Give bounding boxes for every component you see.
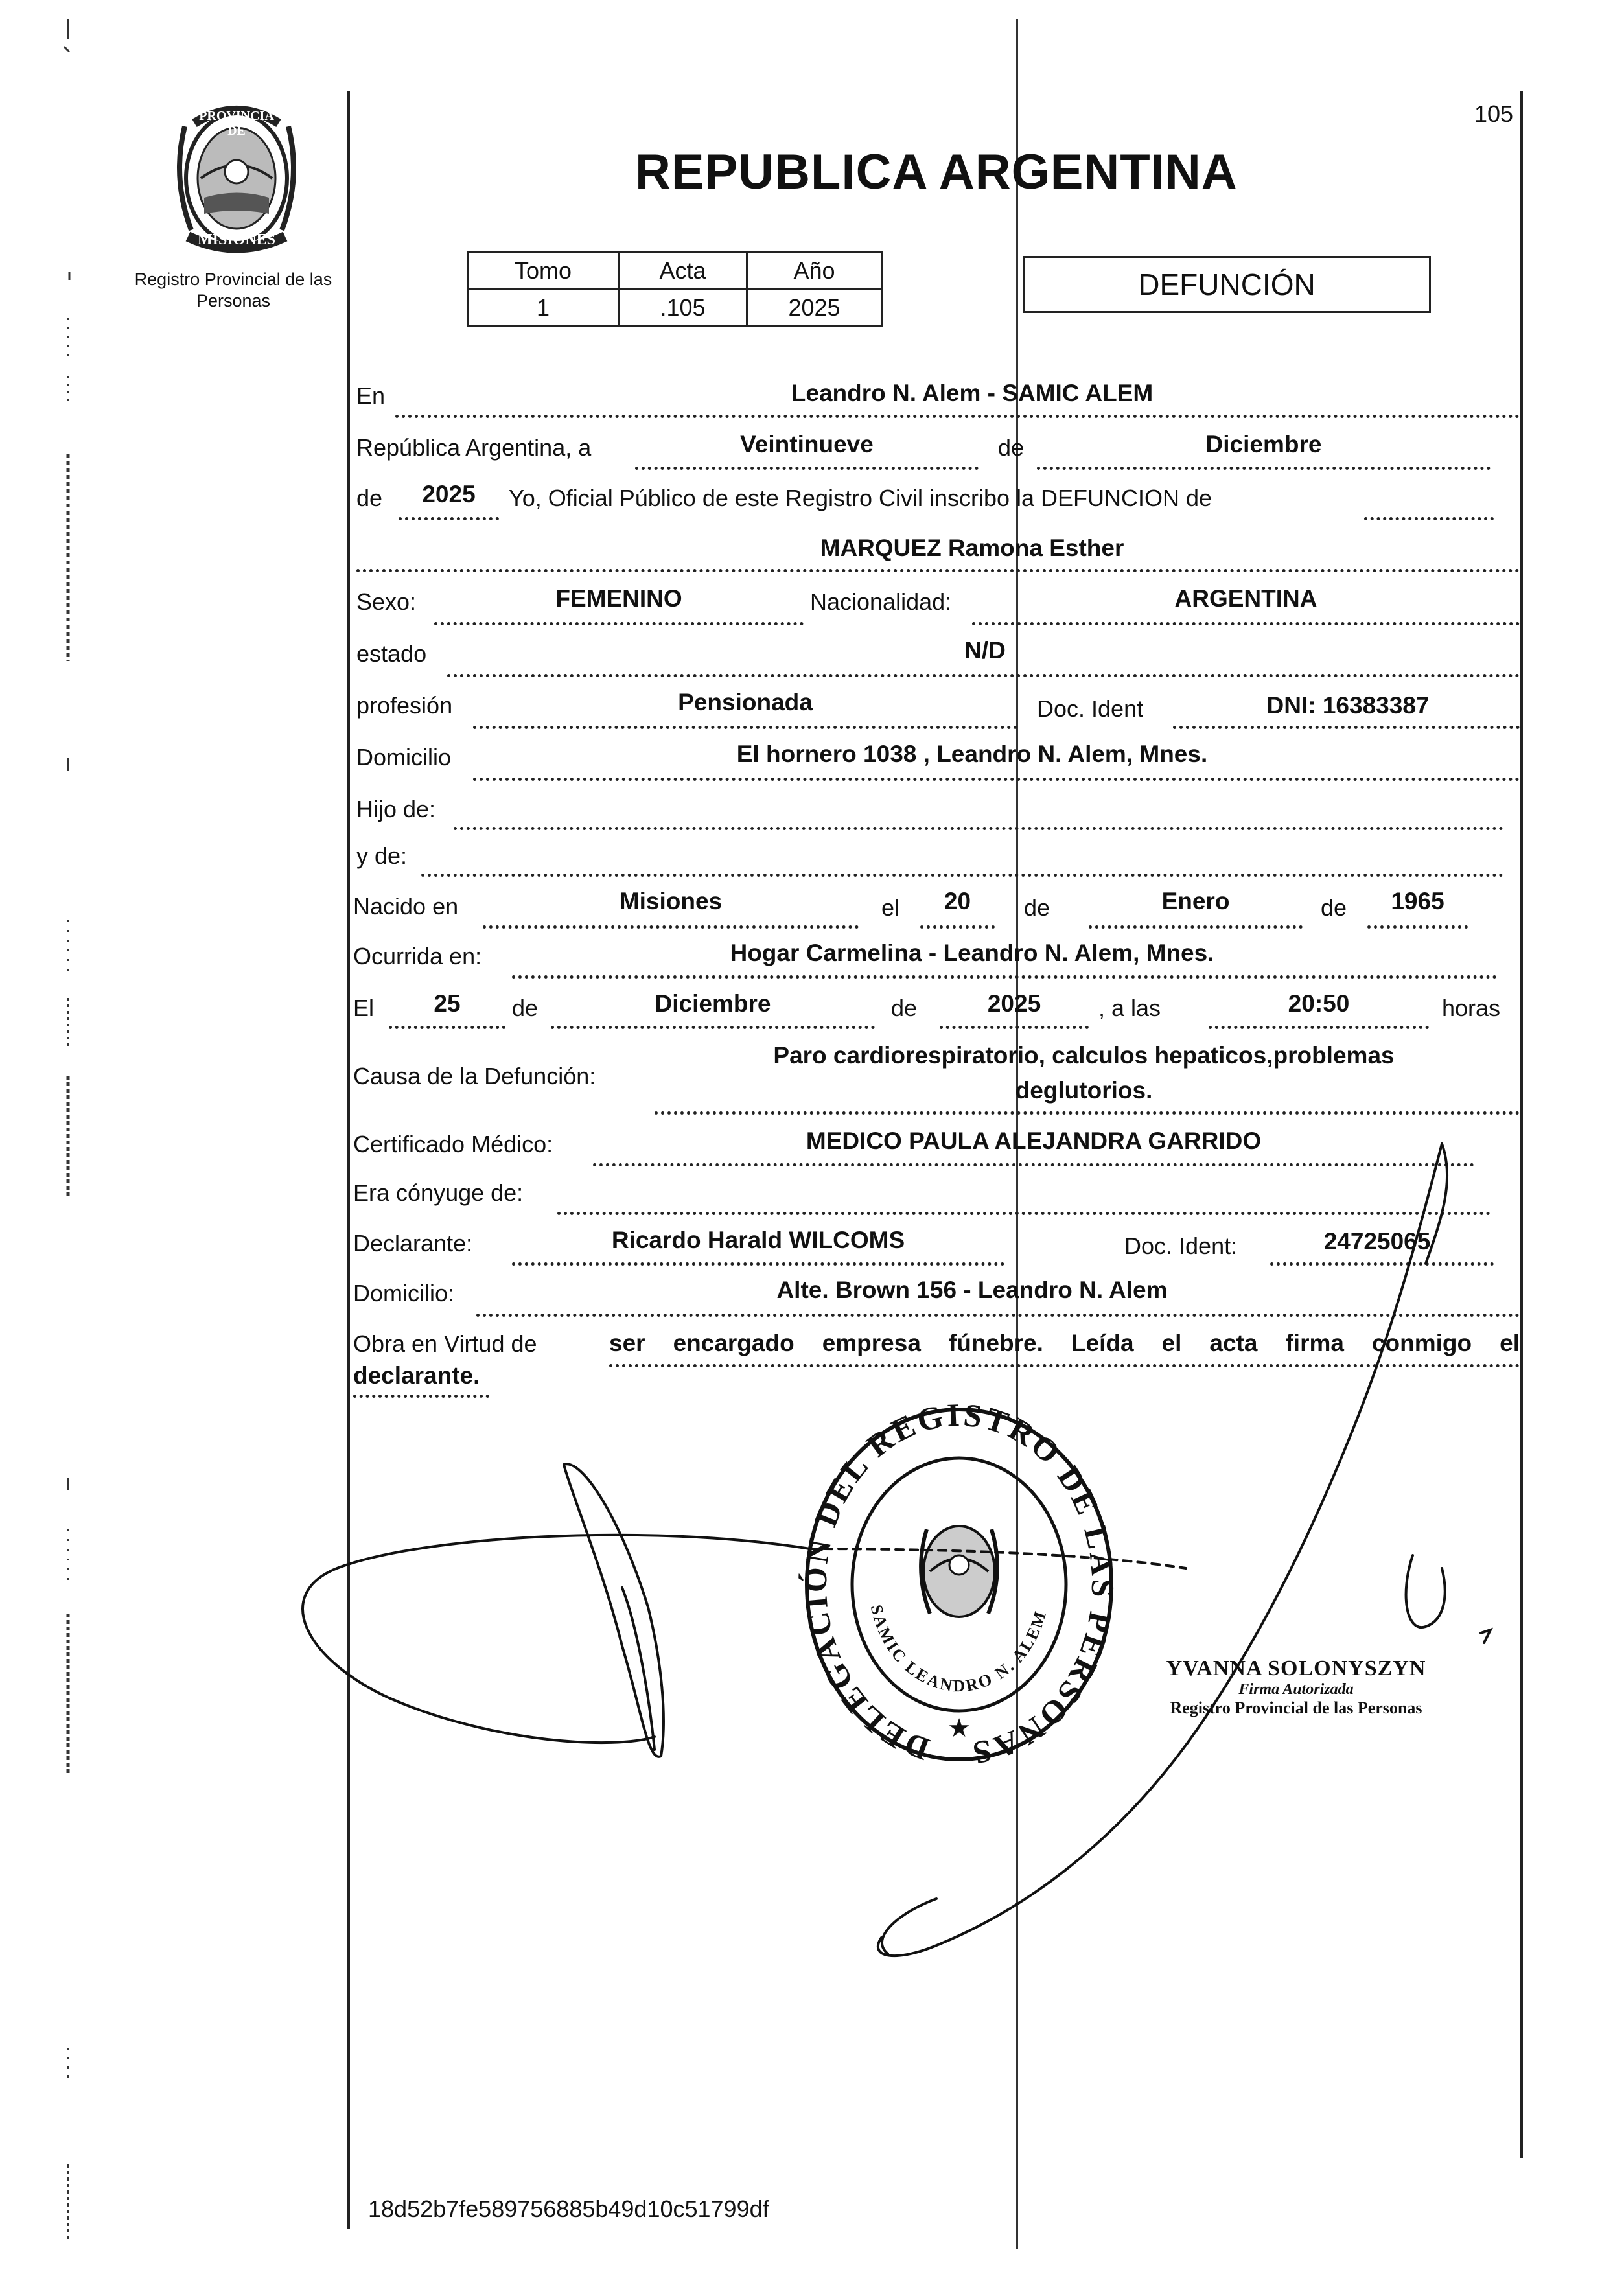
- dotline-doc: [1173, 726, 1520, 729]
- acta-value: .105: [619, 290, 747, 327]
- emblem-text-bottom: MISIONES: [197, 231, 276, 248]
- label-hijo-de: Hijo de:: [356, 796, 436, 822]
- label-certificado: Certificado Médico:: [353, 1131, 553, 1157]
- dotline-month: [1037, 467, 1491, 470]
- tomo-value: 1: [468, 290, 619, 327]
- dotline-yo-end: [1364, 517, 1494, 520]
- day-words-value: Veintinueve: [740, 431, 874, 458]
- dotline-mother: [421, 874, 1503, 877]
- nationality-value: ARGENTINA: [1174, 585, 1317, 612]
- label-ocurrida-en: Ocurrida en:: [353, 943, 482, 969]
- label-y-de: y de:: [356, 842, 408, 869]
- label-causa: Causa de la Defunción:: [353, 1063, 596, 1089]
- civil-status-value: N/D: [964, 637, 1006, 664]
- label-El: El: [353, 995, 375, 1021]
- label-nacionalidad: Nacionalidad:: [810, 588, 952, 615]
- clerk-stamp: [1141, 1656, 1452, 1718]
- declarant-value: Ricardo Harald WILCOMS: [611, 1227, 905, 1253]
- label-doc-ident: Doc. Ident: [1037, 695, 1144, 722]
- profession-value: Pensionada: [678, 689, 813, 715]
- document-title: REPUBLICA ARGENTINA: [635, 145, 1238, 200]
- clerk-office: Registro Provincial de las Personas: [1170, 1698, 1422, 1717]
- birth-day-value: 20: [944, 888, 971, 914]
- emblem-text-top: PROVINCIA DE: [199, 109, 274, 138]
- birth-place-value: Misiones: [619, 888, 723, 914]
- seal-star-icon: ★: [947, 1714, 971, 1743]
- left-border-line: [347, 91, 350, 2229]
- label-de-2: de: [356, 485, 383, 511]
- label-conyuge: Era cónyuge de:: [353, 1179, 524, 1206]
- sex-value: FEMENINO: [555, 585, 682, 612]
- label-doc-ident-2: Doc. Ident:: [1124, 1233, 1238, 1259]
- scan-margin-marks: [55, 13, 81, 2255]
- label-a-las: , a las: [1098, 995, 1161, 1021]
- dotline-deceased: [356, 569, 1520, 572]
- seal-emblem-icon: [921, 1526, 997, 1617]
- place-value: Leandro N. Alem - SAMIC ALEM: [791, 380, 1154, 406]
- dotline-year: [399, 517, 499, 520]
- deceased-name: MARQUEZ Ramona Esther: [820, 535, 1124, 561]
- dotline-death-month: [551, 1026, 875, 1029]
- dotline-cause: [655, 1111, 1520, 1115]
- month-value: Diciembre: [1205, 431, 1322, 458]
- dotline-nationality: [972, 622, 1520, 625]
- registry-seal: [797, 1400, 1121, 1763]
- right-border-line: [1520, 91, 1523, 2158]
- seal-inner-text: SAMIC LEANDRO N. ALEM: [866, 1603, 1050, 1696]
- dotline-death-day: [389, 1026, 505, 1029]
- certificate-value: MEDICO PAULA ALEJANDRA GARRIDO: [806, 1128, 1262, 1154]
- dotline-virtue-2: [353, 1395, 489, 1398]
- address-value: El hornero 1038 , Leandro N. Alem, Mnes.: [736, 741, 1208, 767]
- seal-outer-text: DELEGACIÓN DEL REGISTRO DE LAS PERSONAS: [797, 1400, 1121, 1763]
- dotline-profession: [473, 726, 1017, 729]
- label-en: En: [356, 382, 386, 409]
- dotline-birth-month: [1089, 925, 1303, 929]
- death-day-value: 25: [434, 990, 461, 1017]
- dotline-place: [395, 415, 1520, 418]
- birth-month-value: Enero: [1161, 888, 1230, 914]
- dotline-virtue: [609, 1364, 1520, 1367]
- dotline-father: [454, 827, 1503, 830]
- registry-name: Registro Provincial de las Personas: [134, 270, 332, 310]
- clerk-role: Firma Autorizada: [1238, 1681, 1354, 1698]
- dotline-death-year: [940, 1026, 1089, 1029]
- label-de-4: de: [1321, 894, 1347, 921]
- label-de-6: de: [891, 995, 918, 1021]
- clerk-name: YVANNA SOLONYSZYN: [1166, 1656, 1426, 1680]
- dotline-sex: [434, 622, 804, 625]
- dotline-birth-day: [920, 925, 995, 929]
- label-de-5: de: [512, 995, 539, 1021]
- dotline-spouse: [557, 1212, 1491, 1215]
- cause-line-2: deglutorios.: [1015, 1077, 1153, 1104]
- label-domicilio: Domicilio: [356, 744, 452, 771]
- label-sexo: Sexo:: [356, 588, 417, 615]
- label-obra: Obra en Virtud de: [353, 1330, 537, 1357]
- cause-line-1: Paro cardiorespiratorio, calculos hepaticos,problemas: [773, 1042, 1395, 1069]
- label-horas: horas: [1442, 995, 1501, 1021]
- label-domicilio-2: Domicilio:: [353, 1280, 455, 1306]
- label-de-1: de: [998, 434, 1025, 461]
- birth-year-value: 1965: [1391, 888, 1444, 914]
- year-value: 2025: [422, 481, 476, 507]
- label-profesion: profesión: [356, 692, 453, 719]
- tomo-header: Tomo: [468, 253, 619, 290]
- record-type-box: DEFUNCIÓN: [1023, 256, 1431, 313]
- dotline-declarant: [512, 1262, 1004, 1266]
- death-time-value: 20:50: [1288, 990, 1350, 1017]
- dotline-estado: [447, 674, 1520, 677]
- dotline-certificate: [593, 1163, 1474, 1166]
- dotline-death-time: [1209, 1026, 1429, 1029]
- death-year-value: 2025: [987, 990, 1041, 1017]
- label-republica: República Argentina, a: [356, 434, 592, 461]
- label-el: el: [881, 894, 900, 921]
- declarant-doc-value: 24725065: [1323, 1228, 1431, 1255]
- label-de-3: de: [1024, 894, 1050, 921]
- book-reference-table: [467, 251, 883, 327]
- label-estado: estado: [356, 640, 427, 667]
- doc-id-value: DNI: 16383387: [1266, 692, 1430, 719]
- virtue-line-1: ser encargado empresa fúnebre. Leída el acta firma conmigo el: [609, 1330, 1520, 1356]
- dotline-address: [473, 778, 1520, 781]
- acta-header: Acta: [619, 253, 747, 290]
- death-month-value: Diciembre: [655, 990, 771, 1017]
- dotline-death-place: [512, 975, 1497, 979]
- label-yo-oficial: Yo, Oficial Público de este Registro Civil inscribo la DEFUNCION de: [509, 485, 1212, 511]
- dotline-declarant-doc: [1270, 1262, 1494, 1266]
- virtue-line-2: declarante.: [353, 1362, 480, 1389]
- page-number: 105: [1474, 100, 1514, 127]
- anio-value: 2025: [747, 290, 882, 327]
- document-hash: 18d52b7fe589756885b49d10c51799df: [368, 2196, 769, 2222]
- death-place-value: Hogar Carmelina - Leandro N. Alem, Mnes.: [730, 940, 1214, 966]
- label-nacido-en: Nacido en: [353, 893, 459, 920]
- dotline-birth-year: [1367, 925, 1468, 929]
- dotline-declarant-address: [476, 1314, 1520, 1317]
- label-declarante: Declarante:: [353, 1230, 473, 1257]
- anio-header: Año: [747, 253, 882, 290]
- dotline-birthplace: [483, 925, 859, 929]
- declarant-address-value: Alte. Brown 156 - Leandro N. Alem: [776, 1277, 1168, 1303]
- dotline-day: [635, 467, 979, 470]
